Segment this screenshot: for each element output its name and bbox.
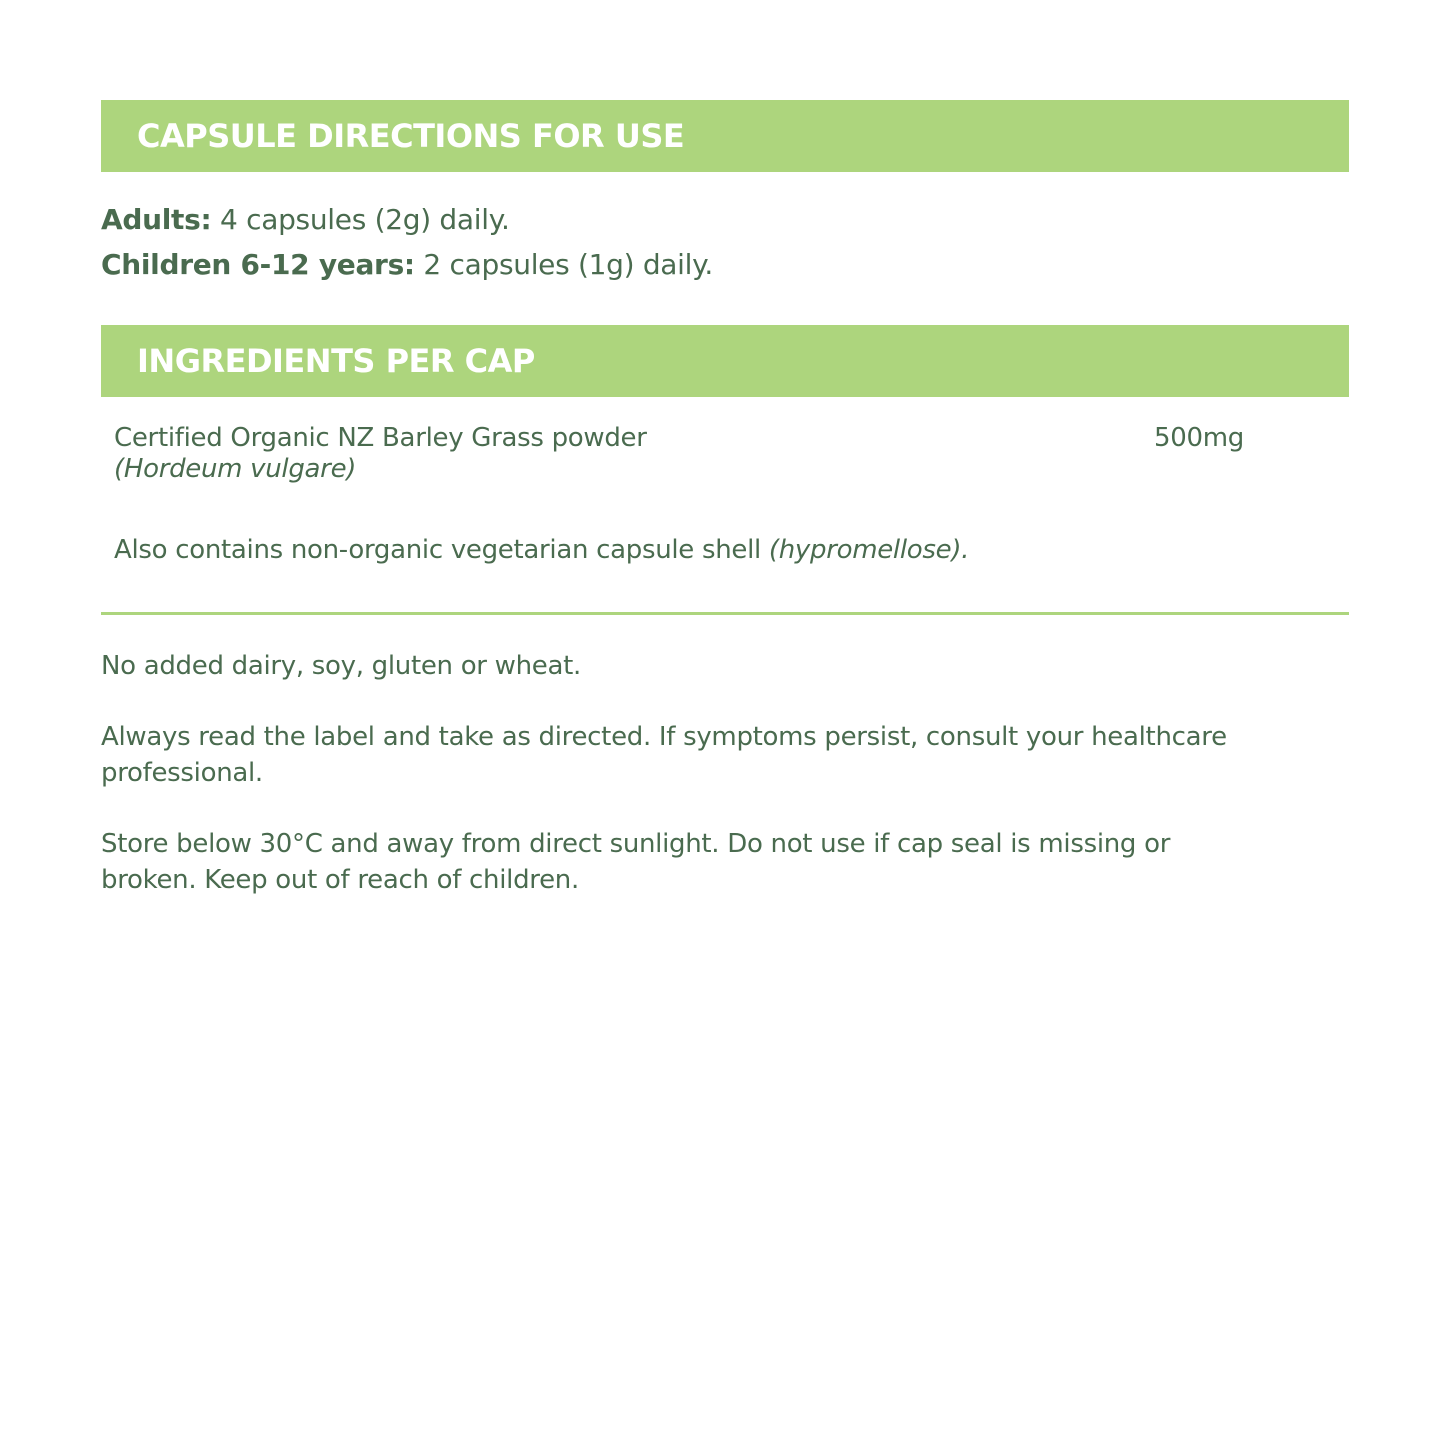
section-divider — [101, 612, 1349, 615]
ingredients-title: INGREDIENTS PER CAP — [137, 342, 535, 380]
children-dosage — [101, 242, 1349, 287]
dosage-directions — [101, 197, 1349, 287]
children-label: Children 6-12 years: — [101, 248, 415, 281]
allergen-note: No added dairy, soy, gluten or wheat. — [101, 651, 581, 681]
warning-note: Always read the label and take as directed. If symptoms persist, consult your healthcare professional. — [101, 722, 1227, 788]
storage-note: Store below 30°C and away from direct sunlight. Do not use if cap seal is missing or broken. Keep out of reach of children. — [101, 829, 1171, 895]
children-dosage-text: 2 capsules (1g) daily. — [414, 248, 714, 281]
also-contains-italic: (hypromellose). — [768, 535, 970, 565]
label-notes — [101, 648, 1349, 898]
ingredient-latin-name: (Hordeum vulgare) — [114, 454, 357, 484]
adults-label: Adults: — [101, 203, 212, 236]
ingredient-amount: 500mg — [1154, 423, 1244, 453]
ingredient-name: Certified Organic NZ Barley Grass powder — [114, 423, 647, 453]
directions-title: CAPSULE DIRECTIONS FOR USE — [137, 117, 685, 155]
adults-dosage-text: 4 capsules (2g) daily. — [211, 203, 510, 236]
adults-dosage — [101, 197, 1349, 242]
also-contains-text: Also contains non-organic vegetarian capsule shell — [114, 535, 769, 565]
ingredient-item — [101, 421, 1349, 483]
ingredients-header-bar — [101, 325, 1349, 397]
product-label — [101, 100, 1349, 933]
directions-header-bar — [101, 100, 1349, 172]
also-contains-note — [101, 533, 1349, 567]
